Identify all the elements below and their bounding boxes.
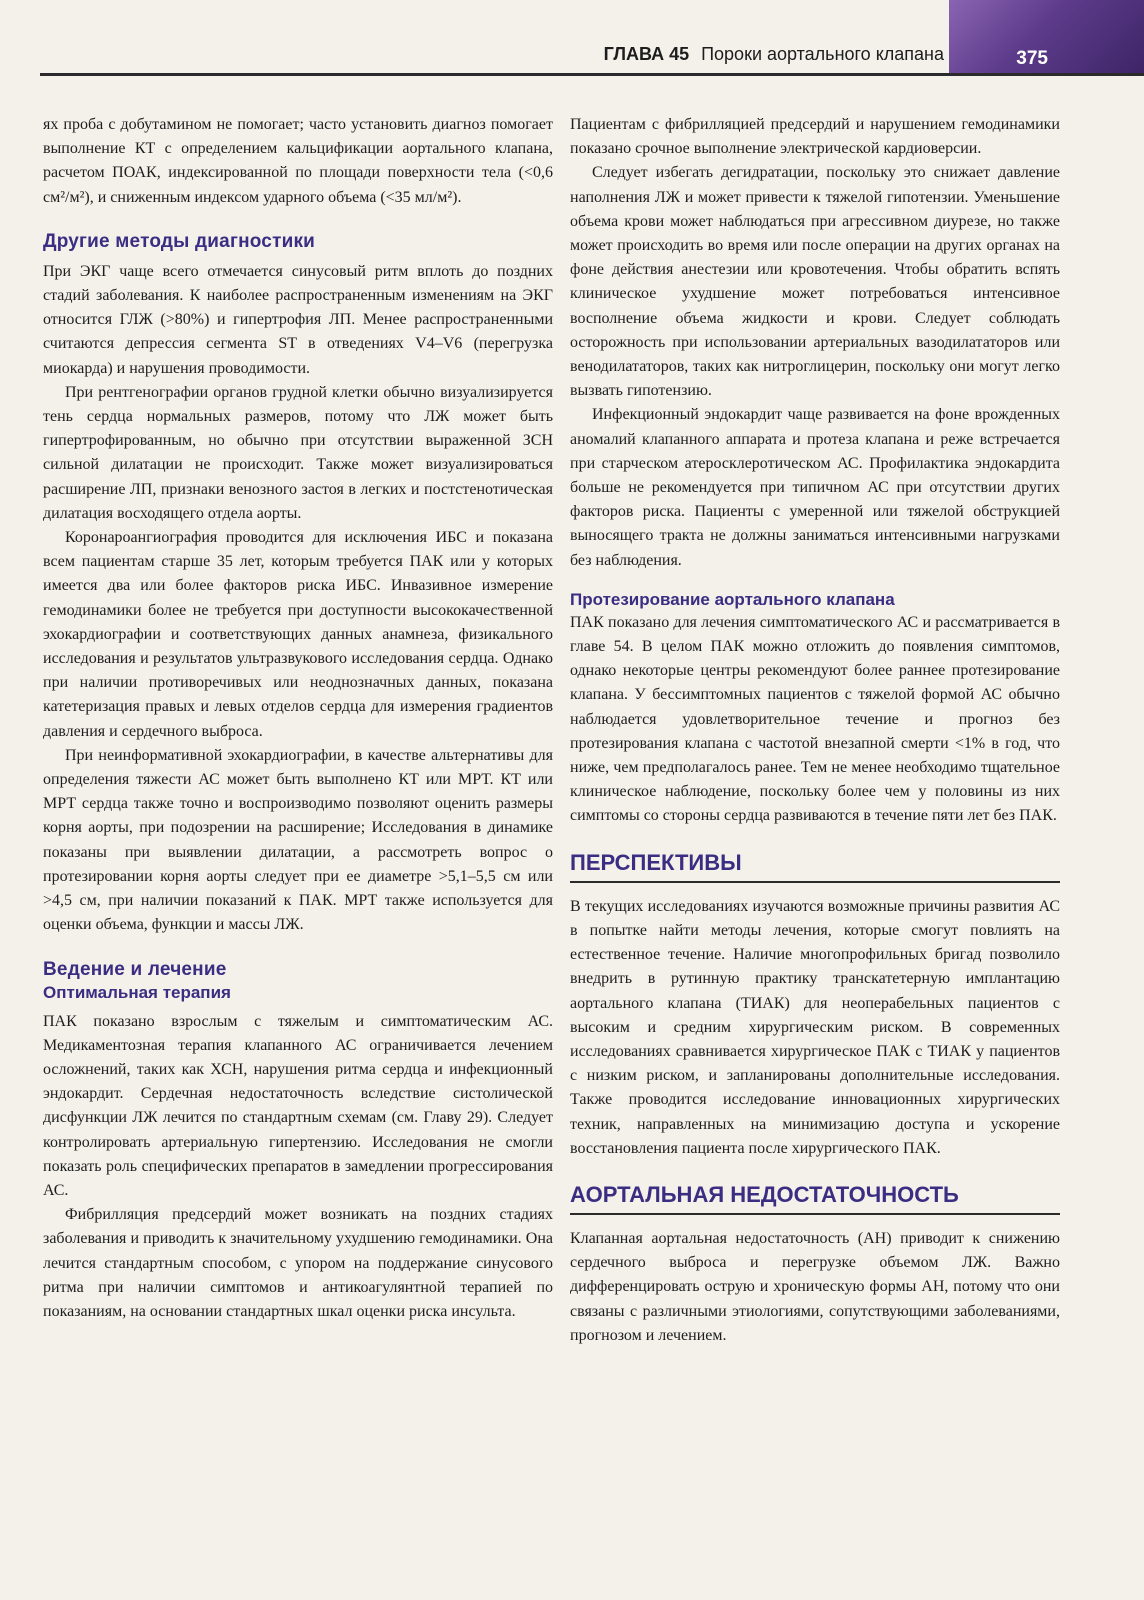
paragraph-angiography: Коронароангиография проводится для исключения ИБС и показана всем пациентам старше 35 лет, которым требуется ПАК или у которых имеется два или более факторов риска ИБС. Инвазивное измерение гемодинамики более не требуется при доступности высококачественной эхокардиографии и соответствующих данных анамнеза, физикального исследования и результатов ультразвукового исследования сердца. Однако при наличии противоречивых или неоднозначных данных, показана катетеризация правых и левых отделов сердца для измерения градиентов давления и сердечного выброса.	[43, 529, 553, 740]
paragraph-ecg: При ЭКГ чаще всего отмечается синусовый ритм вплоть до поздних стадий заболевания. К наиболее распространенным изменениям на ЭКГ относится ГЛЖ (>80%) и гипертрофия ЛП. Менее распространенными считаются депрессия сегмента ST в отведениях V4–V6 (перегрузка миокарда) и нарушения проводимости.	[43, 262, 553, 377]
paragraph-dehydration: Следует избегать дегидратации, поскольку это снижает давление наполнения ЛЖ и может привести к тяжелой гипотензии. Уменьшение объема крови может наблюдаться при агрессивном диурезе, но также может происходить во время или после операции на других органах на фоне действия анестезии или кровотечения. Чтобы обратить вспять клиническое ухудшение может потребоваться интенсивное восполнение объема жидкости и крови. Следует соблюдать осторожность при использовании артериальных вазодилататоров или венодилататоров, таких как нитроглицерин, поскольку они могут легко вызвать гипотензию.	[570, 164, 1060, 400]
heading-other-diagnostics: Другие методы диагностики	[43, 230, 316, 252]
paragraph-valve-replacement: ПАК показано для лечения симптоматического АС и рассматривается в главе 54. В целом ПАК можно отложить до появления симптомов, однако некоторые центры рекомендуют более раннее протезирование клапана. У бессимптомных пациентов с тяжелой формой АС обычно наблюдается удовлетворительное течение и прогноз без протезирования клапана с частотой внезапной смерти <1% в год, что ниже, чем предполагалось ранее. Тем не менее необходимо тщательное клиническое наблюдение, поскольку более чем у половины из них симптомы со стороны сердца развиваются в течение пяти лет без ПАК.	[570, 613, 1060, 825]
paragraph-optimal-therapy: ПАК показано взрослым с тяжелым и симптоматическим АС. Медикаментозная терапия клапанного АС ограничивается лечением осложнений, таких как ХСН, нарушения ритма сердца и инфекционный эндокардит. Сердечная недостаточность вследствие систолической дисфункции ЛЖ лечится по стандартным схемам (см. Главу 29). Следует контролировать артериальную гипертензию. Исследования не смогли показать роль специфических препаратов в замедлении прогрессирования АС.	[43, 1012, 553, 1199]
paragraph-ct-mri: При неинформативной эхокардиографии, в качестве альтернативы для определения тяжести АС может быть выполнено КТ или МРТ. КТ или МРТ сердца также точно и воспроизводимо позволяют оценить размеры корня аорты, при подозрении на расширение; Исследования в динамике показаны при выявлении дилатации, а рассмотреть вопрос о протезировании корня аорты следует при ее диаметре >5,1–5,5 см или >4,5 см, при наличии показаний к ПАК. МРТ также используется для оценки объема, функции и массы ЛЖ.	[43, 746, 553, 934]
heading-aortic-insufficiency: АОРТАЛЬНАЯ НЕДОСТАТОЧНОСТЬ	[570, 1181, 1060, 1215]
page-number-tab	[949, 0, 1144, 76]
heading-valve-replacement: Протезирование аортального клапана	[570, 589, 895, 609]
paragraph-perspectives: В текущих исследованиях изучаются возможные причины развития АС в попытке найти методы лечения, которые смогут повлиять на естественное течение. Наличие многопрофильных бригад позволило внедрить в рутинную практику транскатетерную имплантацию аортального клапана (ТИАК) для неоперабельных пациентов с высоким и средним хирургическим риском. В современных исследованиях сравнивается хирургическое ПАК с ТИАК у пациентов с низким риском, и запланированы дополнительные исследования. Также проводится исследование инновационных хирургических техник, направленных на минимизацию доступа и ускорение восстановления пациента после хирургического ПАК.	[570, 897, 1060, 1157]
header-rule	[40, 73, 1144, 76]
heading-management: Ведение и лечение	[43, 958, 227, 980]
heading-optimal-therapy: Оптимальная терапия	[43, 982, 231, 1002]
paragraph-atrial-fibrillation: Фибрилляция предсердий может возникать на поздних стадиях заболевания и приводить к значительному ухудшению гемодинамики. Она лечится стандартным способом, с упором на поддержание синусового ритма при наличии симптомов и антикоагулянтной терапией по показаниям, на основании стандартных шкал оценки риска инсульта.	[43, 1206, 553, 1320]
paragraph-endocarditis: Инфекционный эндокардит чаще развивается на фоне врожденных аномалий клапанного аппарата и протеза клапана и реже встречается при старческом атеросклеротическом АС. Профилактика эндокардита больше не рекомендуется при типичном АС при отсутствии других факторов риска. Пациенты с умеренной или тяжелой обструкцией выносящего тракта не должны заниматься интенсивными нагрузками без наблюдения.	[570, 406, 1060, 569]
page-header	[40, 28, 1144, 76]
paragraph-aortic-insufficiency: Клапанная аортальная недостаточность (АН) приводит к снижению сердечного выброса и перегрузке объемом ЛЖ. Важно дифференцировать острую и хроническую формы АН, потому что они связаны с различными этиологиями, сопутствующими заболеваниями, прогнозом и лечением.	[570, 1229, 1060, 1344]
paragraph-intro: ях проба с добутамином не помогает; часто установить диагноз помогает выполнение КТ с определением кальцификации аортального клапана, расчетом ПОАК, индексированной по площади поверхности тела (<0,6 см²/м²), и сниженным индексом ударного объема (<35 мл/м²).	[43, 116, 553, 206]
right-column	[570, 113, 1060, 1348]
chapter-title: Пороки аортального клапана	[701, 44, 944, 64]
running-header	[604, 44, 944, 65]
chapter-label: ГЛАВА 45	[603, 44, 690, 64]
heading-perspectives: ПЕРСПЕКТИВЫ	[570, 849, 1060, 883]
paragraph-cardioversion: Пациентам с фибрилляцией предсердий и нарушением гемодинамики показано срочное выполнение электрической кардиоверсии.	[570, 116, 1060, 158]
page-number: 375	[1016, 48, 1048, 69]
left-column	[43, 113, 553, 1324]
paragraph-xray: При рентгенографии органов грудной клетки обычно визуализируется тень сердца нормальных размеров, потому что ЛЖ может быть гипертрофированным, но обычно при отсутствии выраженной ЗСН сильной дилатации не происходит. Также может визуализироваться расширение ЛП, признаки венозного застоя в легких и постстенотическая дилатация восходящего отдела аорты.	[43, 383, 553, 522]
